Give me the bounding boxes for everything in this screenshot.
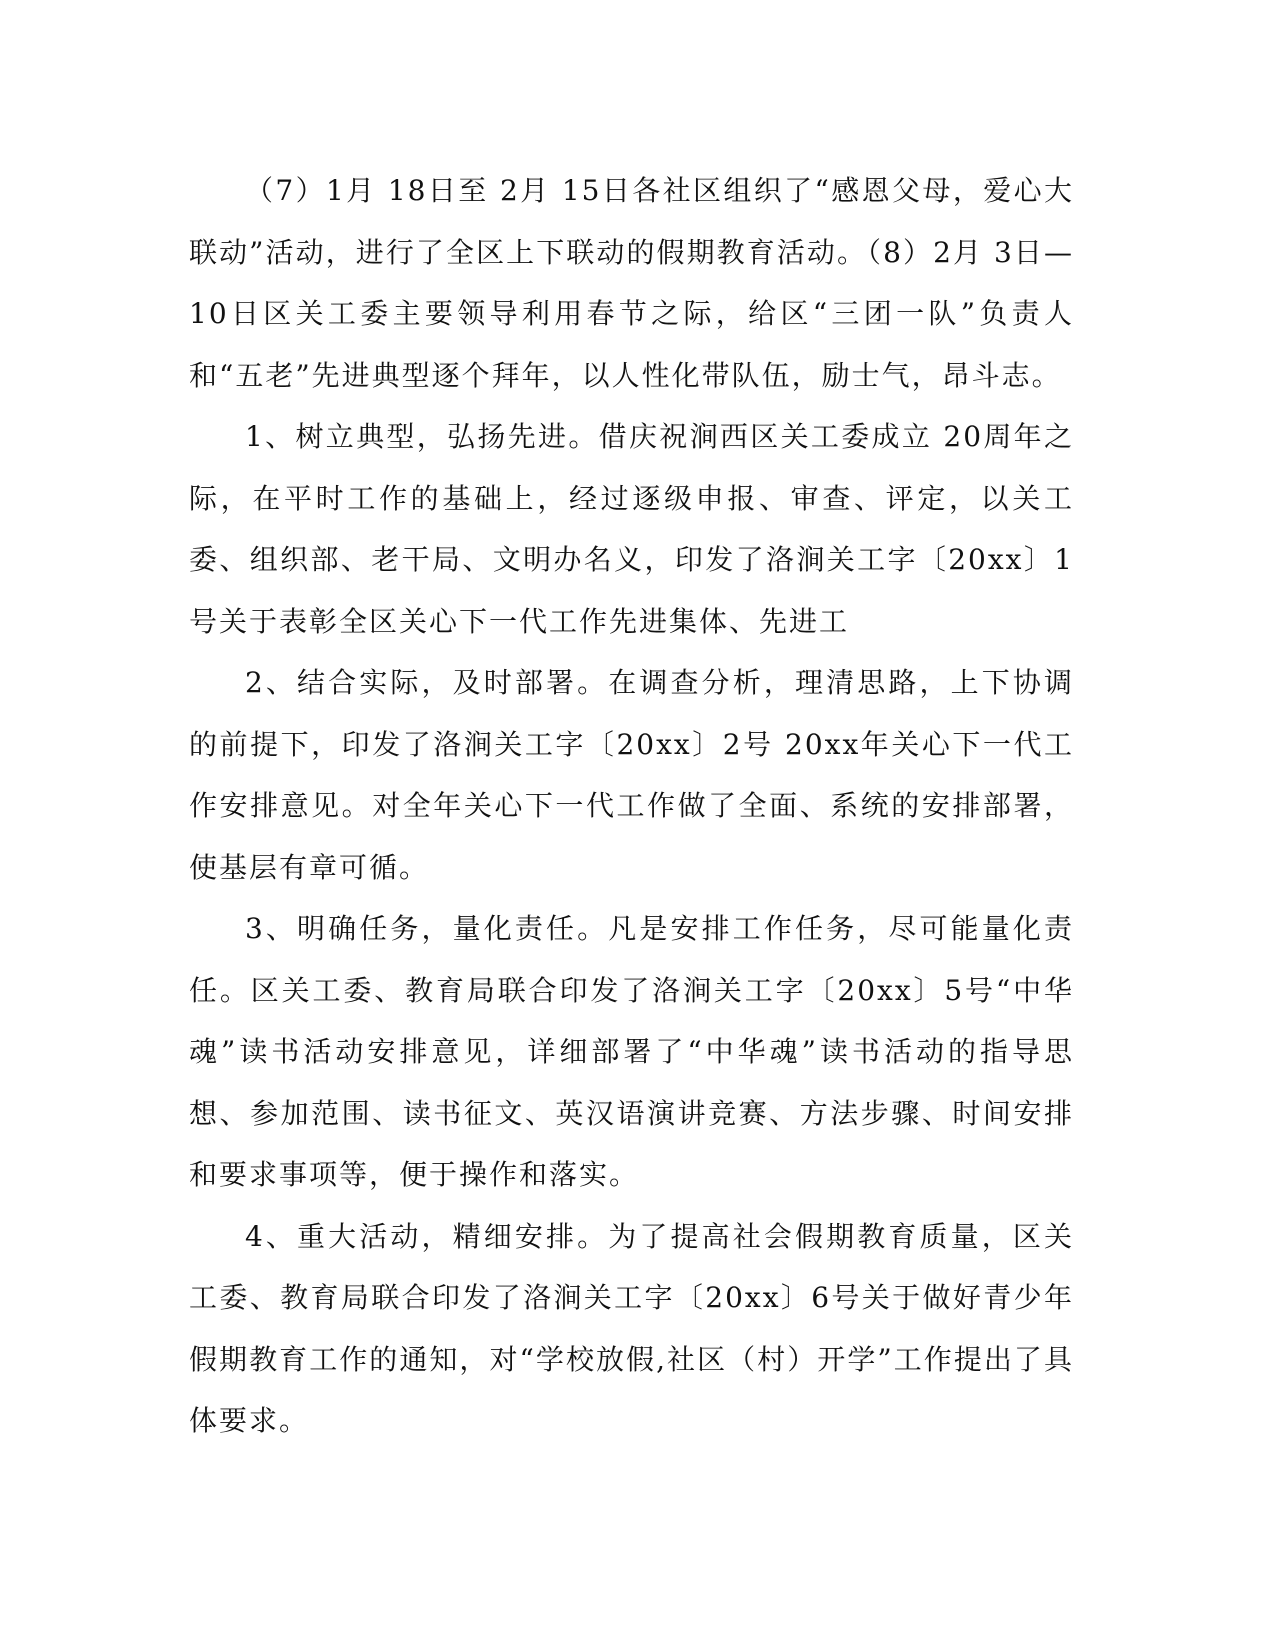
paragraph-events: （7）1月 18日至 2月 15日各社区组织了“感恩父母，爱心大联动”活动，进行了全区上下联动的假期教育活动。（8）2月 3日—10日区关工委主要领导利用春节之际，给区“三团一队”负责人和“五老”先进典型逐个拜年，以人性化带队伍，励士气，昂斗志。 <box>189 174 1074 392</box>
document-body <box>189 160 1074 1452</box>
paragraph-item-1: 1、树立典型，弘扬先进。借庆祝涧西区关工委成立 20周年之际，在平时工作的基础上，经过逐级申报、审查、评定，以关工委、组织部、老干局、文明办名义，印发了洛涧关工字〔20xx〕1号关于表彰全区关心下一代工作先进集体、先进工 <box>189 420 1074 638</box>
paragraph-item-2: 2、结合实际，及时部署。在调查分析，理清思路，上下协调的前提下，印发了洛涧关工字〔20xx〕2号 20xx年关心下一代工作安排意见。对全年关心下一代工作做了全面、系统的安排部署，使基层有章可循。 <box>189 666 1074 884</box>
paragraph-item-3: 3、明确任务，量化责任。凡是安排工作任务，尽可能量化责任。区关工委、教育局联合印发了洛涧关工字〔20xx〕5号“中华魂”读书活动安排意见，详细部署了“中华魂”读书活动的指导思想、参加范围、读书征文、英汉语演讲竞赛、方法步骤、时间安排和要求事项等，便于操作和落实。 <box>189 912 1074 1191</box>
paragraph-item-4: 4、重大活动，精细安排。为了提高社会假期教育质量，区关工委、教育局联合印发了洛涧关工字〔20xx〕6号关于做好青少年假期教育工作的通知，对“学校放假,社区（村）开学”工作提出了具体要求。 <box>189 1219 1074 1437</box>
